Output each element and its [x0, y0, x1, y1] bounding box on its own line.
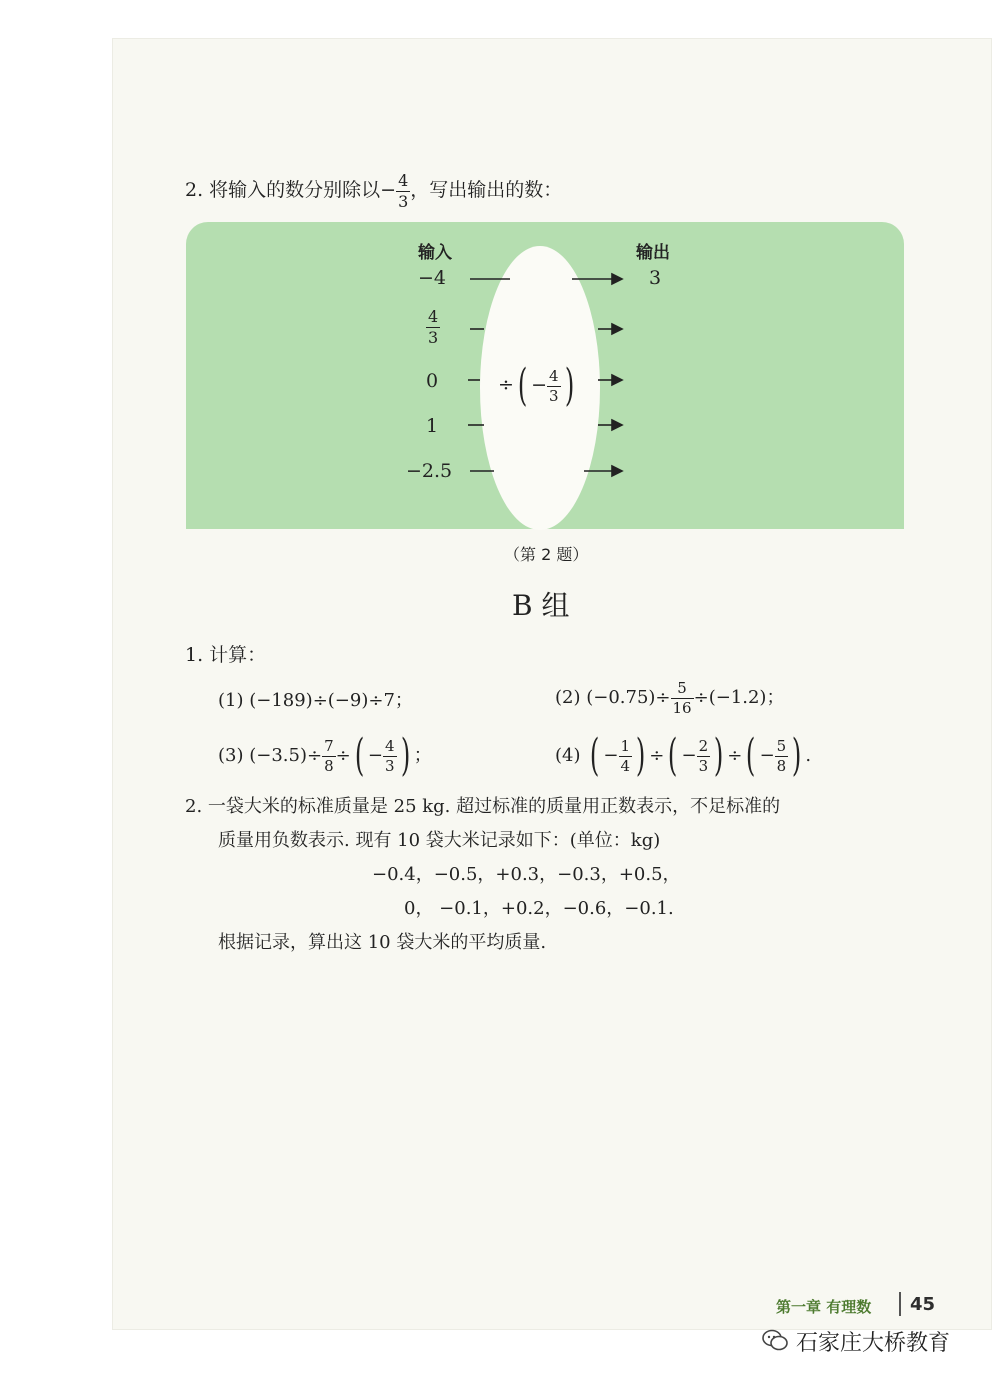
fraction-denominator: 8 — [324, 756, 334, 775]
footer-chapter: 第一章 有理数 — [776, 1298, 872, 1316]
page-number: 45 — [910, 1294, 936, 1315]
fraction-numerator: 1 — [620, 736, 631, 755]
b1-question-4 — [555, 730, 812, 781]
b1-label: 1. 计算： — [185, 644, 267, 666]
arrowhead-icon — [612, 466, 622, 476]
fraction-numerator: 4 — [428, 307, 439, 326]
fraction-denominator: 4 — [620, 756, 631, 775]
fraction-numerator: 5 — [776, 736, 787, 755]
q4-fraction-1 — [619, 736, 633, 775]
operator-fraction — [547, 366, 561, 405]
diagram-caption: （第 2 题） — [504, 545, 589, 564]
footer-divider — [899, 1292, 901, 1316]
problem-2-heading — [185, 170, 562, 210]
q2-prefix: (2) (−0.75)÷ — [555, 687, 671, 708]
b1-question-3 — [218, 730, 432, 781]
q3-suffix: ； — [413, 745, 432, 766]
arrowhead-icon — [612, 375, 622, 385]
output-value: 3 — [649, 267, 662, 289]
q4-end: . — [805, 745, 812, 766]
watermark-text: 石家庄大桥教育 — [796, 1331, 951, 1356]
minus-sign: − — [759, 745, 775, 766]
minus-sign: − — [367, 745, 383, 766]
wechat-icon — [761, 1328, 789, 1352]
q4-prefix: (4) — [555, 745, 581, 766]
q2-fraction — [671, 678, 694, 717]
b1-question-1: (1) (−189)÷(−9)÷7； — [218, 690, 413, 711]
b2-line-3: 根据记录，算出这 10 袋大米的平均质量. — [218, 932, 547, 953]
division-operator — [498, 360, 578, 411]
input-fraction — [426, 309, 440, 346]
minus-sign: − — [681, 745, 697, 766]
q3-fraction-1 — [322, 736, 336, 775]
divide-sign: ÷ — [727, 745, 743, 766]
left-paren: ( — [354, 730, 365, 781]
problem-2-prefix: 2. 将输入的数分别除以− — [185, 179, 397, 201]
fraction-denominator: 3 — [698, 756, 709, 775]
problem-2-suffix: ，写出输出的数： — [410, 179, 563, 201]
fraction-numerator: 4 — [398, 170, 409, 190]
right-paren: ) — [713, 730, 724, 781]
fraction-numerator: 7 — [324, 736, 334, 755]
right-paren: ) — [400, 730, 410, 781]
input-value: −2.5 — [406, 460, 453, 482]
section-title: B 组 — [512, 589, 570, 622]
fraction-denominator: 3 — [398, 191, 409, 211]
q3-prefix: (3) (−3.5)÷ — [218, 745, 323, 766]
right-paren: ) — [564, 360, 574, 411]
fraction-denominator: 3 — [549, 386, 559, 405]
fraction-numerator: 4 — [384, 736, 395, 755]
left-paren: ( — [746, 730, 756, 781]
input-header: 输入 — [418, 243, 452, 263]
q2-suffix: ÷(−1.2)； — [693, 687, 785, 708]
left-paren: ( — [590, 730, 600, 781]
left-paren: ( — [668, 730, 678, 781]
fraction-denominator: 16 — [672, 698, 692, 717]
divide-sign: ÷ — [335, 745, 351, 766]
q4-fraction-2 — [697, 736, 711, 775]
input-value: 1 — [426, 415, 439, 437]
q3-fraction-2 — [383, 736, 397, 775]
b1-question-2 — [555, 676, 784, 720]
arrowhead-icon — [612, 324, 622, 334]
b2-data-2: 0， −0.1，+0.2，−0.6，−0.1. — [404, 898, 674, 919]
divide-sign: ÷ — [498, 374, 514, 396]
b2-data-1: −0.4，−0.5，+0.3，−0.3，+0.5， — [372, 864, 681, 885]
divide-sign: ÷ — [649, 745, 665, 766]
fraction-denominator: 3 — [384, 756, 395, 775]
b2-line-2: 质量用负数表示. 现有 10 袋大米记录如下：(单位：kg) — [218, 830, 661, 851]
output-header: 输出 — [636, 243, 670, 263]
fraction-numerator: 5 — [671, 681, 694, 699]
fraction-denominator: 3 — [428, 328, 439, 347]
fraction-numerator: 2 — [698, 736, 709, 755]
input-value: 0 — [426, 370, 439, 392]
arrowhead-icon — [612, 274, 622, 284]
minus-sign: − — [531, 374, 548, 396]
fraction-denominator: 8 — [776, 756, 787, 775]
b2-line-1: 2. 一袋大米的标准质量是 25 kg. 超过标准的质量用正数表示，不足标准的 — [185, 796, 781, 817]
q4-fraction-3 — [775, 736, 789, 775]
minus-sign: − — [603, 745, 619, 766]
right-paren: ) — [635, 730, 646, 781]
left-paren: ( — [517, 360, 528, 411]
problem-2-fraction — [396, 170, 410, 211]
right-paren: ) — [792, 730, 802, 781]
input-value: −4 — [418, 267, 447, 289]
fraction-numerator: 4 — [549, 366, 559, 385]
arrowhead-icon — [612, 420, 622, 430]
